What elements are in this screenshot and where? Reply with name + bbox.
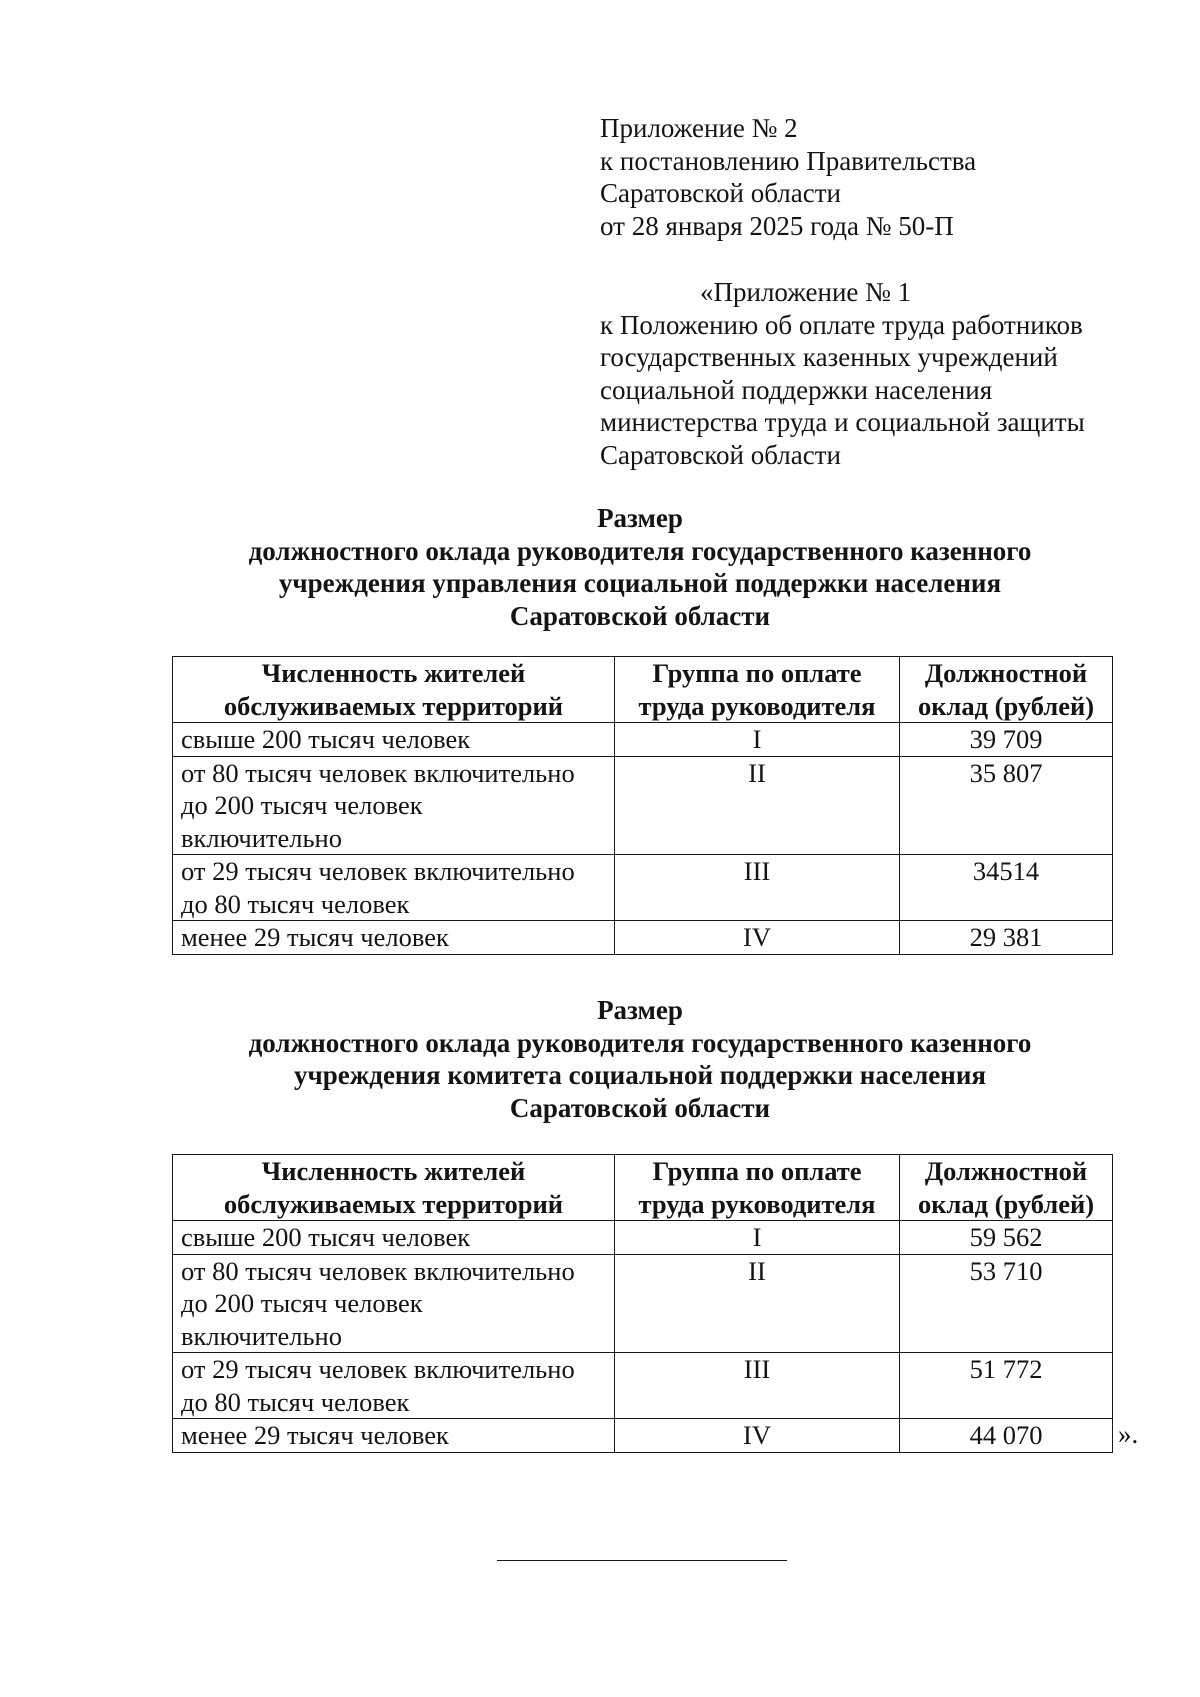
header-line: Приложение № 2 — [600, 113, 798, 143]
header-line: от 28 января 2025 года № 50-П — [600, 210, 954, 241]
header-line: Саратовской области — [600, 178, 841, 208]
header-salary: Должностной оклад (рублей) — [900, 1155, 1113, 1221]
table-row — [173, 1221, 1113, 1255]
group-cell: I — [615, 1221, 900, 1255]
population-cell: от 29 тысяч человек включительно до 80 тысяч человек — [173, 855, 615, 921]
group-cell: III — [615, 855, 900, 921]
section1-title — [100, 502, 1180, 632]
title-line: учреждения управления социальной поддержки населения — [278, 568, 1002, 598]
salary-table-1 — [172, 656, 1113, 955]
salary-cell: 34514 — [900, 855, 1113, 921]
header-line: к постановлению Правительства — [600, 145, 977, 176]
table-header-row — [173, 1155, 1113, 1221]
header-group: Группа по оплате труда руководителя — [615, 1155, 900, 1221]
salary-cell: 39 709 — [900, 723, 1113, 757]
table-row — [173, 921, 1113, 955]
title-line: должностного оклада руководителя государственного казенного — [248, 535, 1032, 566]
resolution-header — [600, 112, 1160, 242]
table-row — [173, 756, 1113, 855]
title-line: должностного оклада руководителя государственного казенного — [248, 1027, 1032, 1058]
salary-cell: 53 710 — [900, 1254, 1113, 1353]
salary-cell: 29 381 — [900, 921, 1113, 955]
population-cell: менее 29 тысяч человек — [173, 1419, 615, 1453]
annex-line: Саратовской области — [600, 439, 841, 470]
annex-line: министерства труда и социальной защиты — [600, 407, 1085, 437]
header-group: Группа по оплате труда руководителя — [615, 657, 900, 723]
population-cell: свыше 200 тысяч человек — [173, 723, 615, 757]
annex-line: государственных казенных учреждений — [600, 342, 1058, 372]
group-cell: IV — [615, 921, 900, 955]
group-cell: IV — [615, 1419, 900, 1453]
group-cell: I — [615, 723, 900, 757]
population-cell: от 80 тысяч человек включительно до 200 тысяч человек включительно — [173, 1254, 615, 1353]
salary-cell: 35 807 — [900, 756, 1113, 855]
header-salary: Должностной оклад (рублей) — [900, 657, 1113, 723]
salary-table-2 — [172, 1154, 1113, 1453]
annex-line: социальной поддержки населения — [600, 374, 993, 405]
annex-line: к Положению об оплате труда работников — [600, 309, 1083, 340]
salary-cell: 51 772 — [900, 1353, 1113, 1419]
salary-cell: 59 562 — [900, 1221, 1113, 1255]
title-line: Размер — [597, 503, 683, 533]
population-cell: свыше 200 тысяч человек — [173, 1221, 615, 1255]
header-population: Численность жителей обслуживаемых территорий — [173, 1155, 615, 1221]
salary-cell: 44 070 — [900, 1419, 1113, 1453]
title-line: учреждения комитета социальной поддержки населения — [293, 1060, 986, 1090]
title-line: Саратовской области — [509, 1092, 771, 1123]
annex-header — [600, 276, 1180, 471]
table-row — [173, 855, 1113, 921]
population-cell: от 29 тысяч человек включительно до 80 тысяч человек — [173, 1353, 615, 1419]
table-row — [173, 1254, 1113, 1353]
title-line: Размер — [597, 995, 683, 1025]
table-row — [173, 1419, 1113, 1453]
annex-line: «Приложение № 1 — [700, 277, 912, 307]
table-row — [173, 723, 1113, 757]
closing-quote: ». — [1118, 1419, 1139, 1449]
table-header-row — [173, 657, 1113, 723]
section2-title — [100, 994, 1180, 1124]
header-population: Численность жителей обслуживаемых территорий — [173, 657, 615, 723]
population-cell: от 80 тысяч человек включительно до 200 тысяч человек включительно — [173, 756, 615, 855]
table-row — [173, 1353, 1113, 1419]
group-cell: III — [615, 1353, 900, 1419]
population-cell: менее 29 тысяч человек — [173, 921, 615, 955]
footer-divider — [497, 1560, 787, 1561]
group-cell: II — [615, 1254, 900, 1353]
title-line: Саратовской области — [509, 600, 771, 631]
group-cell: II — [615, 756, 900, 855]
